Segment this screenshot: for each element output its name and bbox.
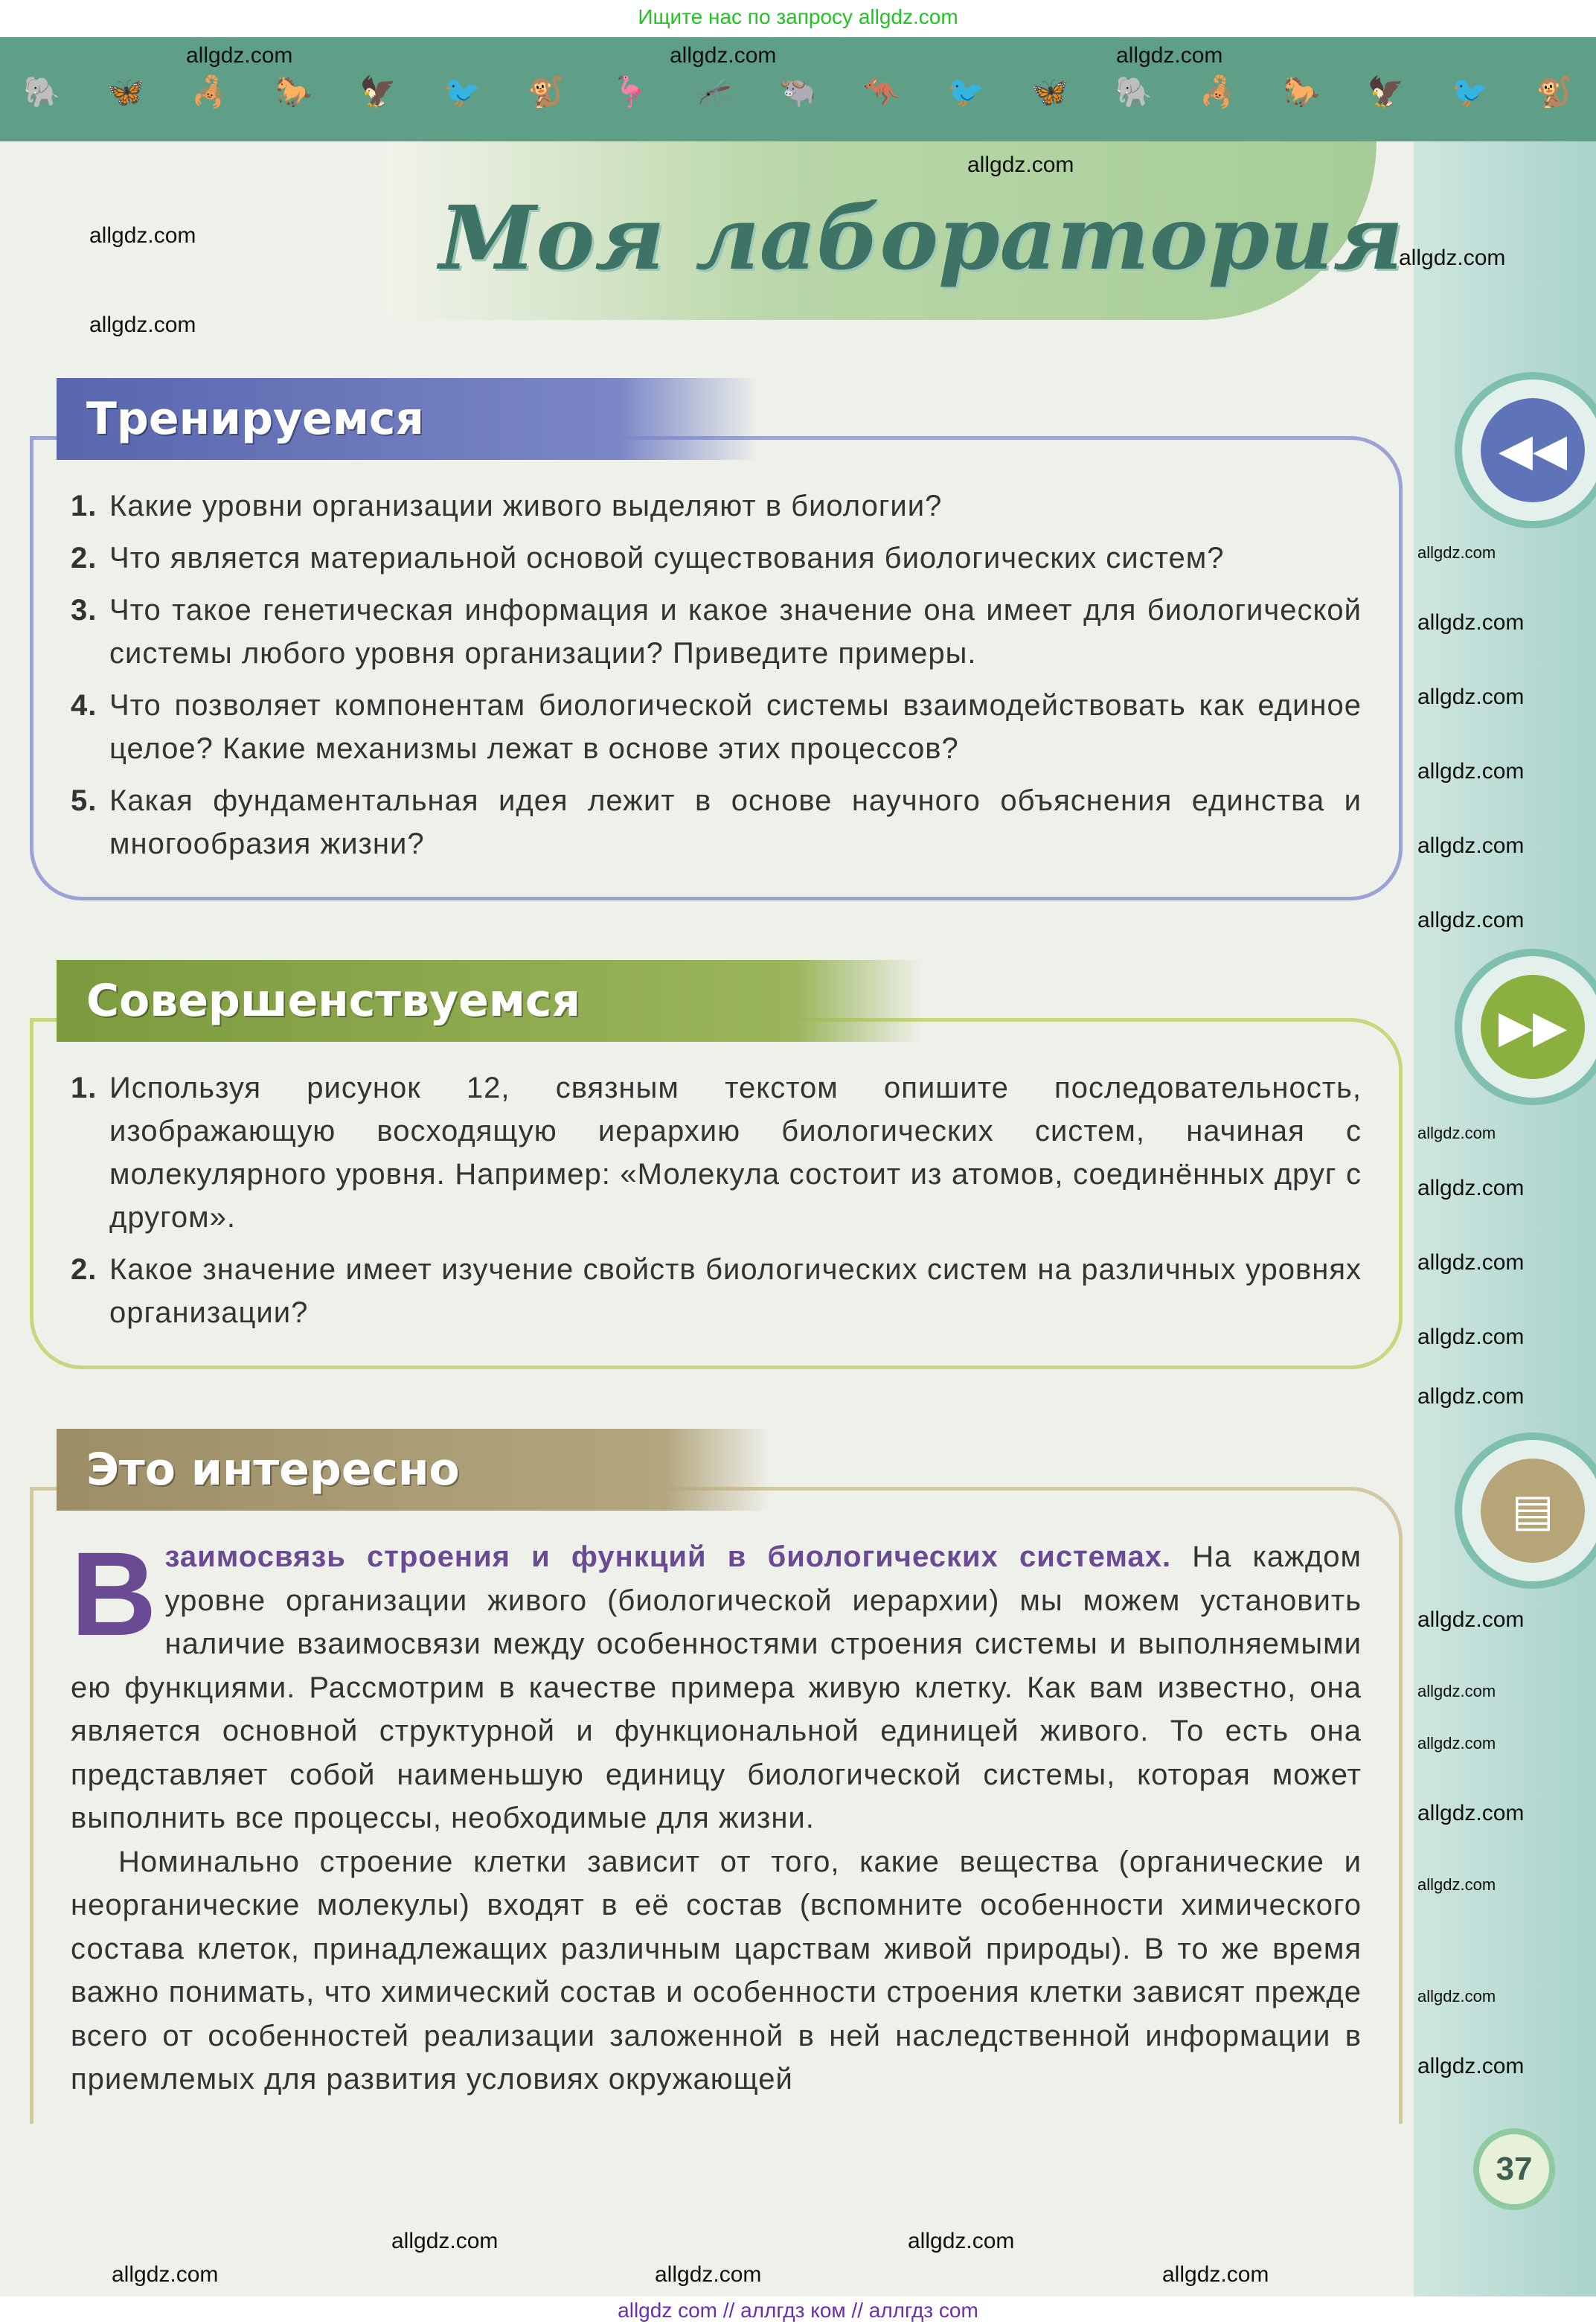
watermark: allgdz.com	[967, 153, 1074, 177]
section-improving-box	[30, 1018, 1403, 1369]
watermark: allgdz.com	[89, 313, 196, 337]
watermark: allgdz.com	[655, 2262, 762, 2287]
section-training-box	[30, 436, 1403, 900]
watermark: allgdz.com	[1399, 246, 1506, 270]
watermark: allgdz.com	[670, 43, 777, 68]
lead-heading: заимосвязь строения и функций в биологических системах.	[164, 1540, 1172, 1573]
watermark: allgdz.com	[1116, 43, 1223, 68]
drop-cap: В	[71, 1527, 158, 1660]
watermark: allgdz.com	[1417, 1875, 1496, 1894]
question-2-1: 1. Используя рисунок 12, связным текстом опишите последовательность, изображающую восходящую иерархию биологических систем, начиная с молекулярного уровня. Например: «Молекула состоит из атомов, соединённых друг с другом».	[71, 1072, 1362, 1234]
section-training	[30, 378, 1403, 900]
watermark: allgdz.com	[1417, 908, 1525, 932]
watermark: allgdz.com	[186, 43, 293, 68]
animal-silhouettes-decoration: 🐘 🦋 🦂 🐎 🦅 🐦 🐒 🦩 🦟 🐃 🦘 🐦 🦋 🐘 🦂 🐎 🦅 🐦 🐒	[23, 76, 1573, 109]
watermark: allgdz.com	[1417, 685, 1525, 709]
rewind-icon: ◀◀	[1481, 398, 1585, 502]
top-banner: Ищите нас по запросу allgdz.com	[0, 0, 1596, 37]
watermark: allgdz.com	[112, 2262, 219, 2287]
watermark: allgdz.com	[391, 2229, 499, 2253]
watermark: allgdz.com	[1417, 833, 1525, 858]
section-heading-improving: Совершенствуемся	[57, 960, 923, 1042]
watermark: allgdz.com	[1417, 1124, 1496, 1142]
watermark: allgdz.com	[1162, 2262, 1269, 2287]
question-1-4: 4. Что позволяет компонентам биологической системы взаимодействовать как единое целое? Какие механизмы лежат в основе этих процессов?	[71, 689, 1362, 765]
watermark: allgdz.com	[908, 2229, 1015, 2253]
watermark: allgdz.com	[1417, 1176, 1525, 1200]
interesting-paragraph-2: Номинально строение клетки зависит от того, какие вещества (органические и неорганические молекулы) входят в её состав (вспомните особенности химического состава клеток, принадлежащих различным царствам живой природы). В то же время важно понимать, что химический состав и особенности строения клетки зависят прежде всего от особенностей реализации заложенной в ней наследственной информации в приемлемых для развития условиях окружающей	[71, 1845, 1362, 2096]
section-improving	[30, 960, 1403, 1369]
watermark: allgdz.com	[89, 223, 196, 248]
watermark: allgdz.com	[1417, 1250, 1525, 1275]
watermark: allgdz.com	[1417, 1987, 1496, 2006]
watermark: allgdz.com	[1417, 543, 1496, 562]
watermark: allgdz.com	[1417, 610, 1525, 635]
fast-forward-icon: ▶▶	[1481, 975, 1585, 1079]
section-interesting	[30, 1429, 1403, 2124]
watermark: allgdz.com	[1417, 759, 1525, 784]
footer-links: allgdz com // аллгдз ком // аллгдз com	[0, 2296, 1596, 2324]
document-icon: ▤	[1481, 1459, 1585, 1563]
content-column	[30, 378, 1403, 2183]
page-number: 37	[1473, 2128, 1555, 2210]
question-1-3: 3. Что такое генетическая информация и какое значение она имеет для биологической системы любого уровня организации? Приведите примеры.	[71, 594, 1362, 670]
page-title: Моя лаборатория	[439, 186, 1403, 289]
question-1-5: 5. Какая фундаментальная идея лежит в основе научного объяснения единства и многообразия жизни?	[71, 784, 1362, 860]
watermark: allgdz.com	[1417, 1734, 1496, 1752]
question-1-2: 2. Что является материальной основой существования биологических систем?	[71, 542, 1225, 574]
watermark: allgdz.com	[1417, 1682, 1496, 1700]
question-2-2: 2. Какое значение имеет изучение свойств биологических систем на различных уровнях организации?	[71, 1253, 1362, 1329]
interesting-paragraph-1	[71, 1527, 1362, 1840]
question-1-1: 1. Какие уровни организации живого выделяют в биологии?	[71, 490, 943, 522]
paragraph-text: На каждом уровне организации живого (биологической иерархии) мы можем установить наличие взаимосвязи между особенностями строения системы и выполняемыми ею функциями. Рассмотрим в качестве примера живую клетку. Как вам известно, она является основной структурной и функциональной единицей живого. То есть она представляет собой наименьшую единицу биологической системы, которая может выполнить все процессы, необходимые для жизни.	[71, 1540, 1362, 1834]
watermark: allgdz.com	[1417, 1801, 1525, 1825]
section-heading-interesting: Это интересно	[57, 1429, 771, 1511]
watermark: allgdz.com	[1417, 1607, 1525, 1632]
watermark: allgdz.com	[1417, 2054, 1525, 2078]
watermark: allgdz.com	[1417, 1325, 1525, 1349]
watermark: allgdz.com	[1417, 1384, 1525, 1409]
section-interesting-box	[30, 1487, 1403, 2124]
section-heading-training: Тренируемся	[57, 378, 759, 460]
